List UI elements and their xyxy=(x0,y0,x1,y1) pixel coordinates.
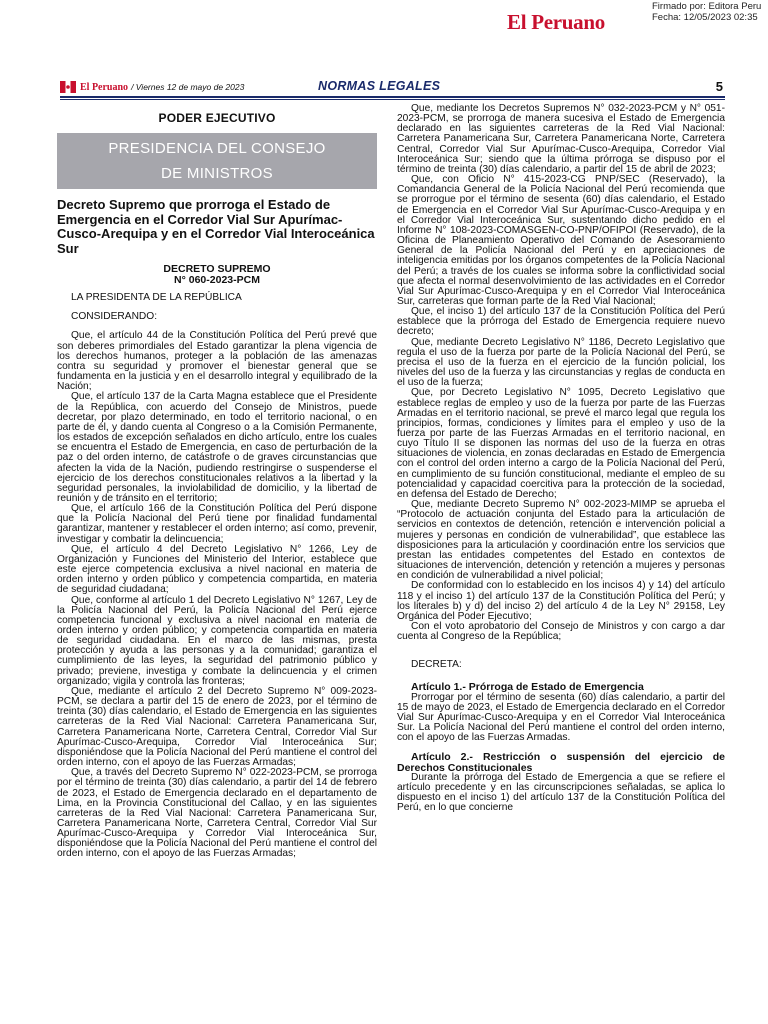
paragraph: Que, el inciso 1) del artículo 137 de la Constitución Política del Perú establece que la prórroga del Estado de Emergencia requiere nuevo decreto; xyxy=(397,306,725,338)
paragraph: Que, el artículo 166 de la Constitución Política del Perú dispone que la Policía Nacional del Perú tiene por finalidad fundamental garantizar, mantener y restablecer el orden interno; así como, prevenir, investigar y combatir la delincuencia; xyxy=(57,503,377,545)
paragraph: Que, mediante Decreto Legislativo N° 1186, Decreto Legislativo que regula el uso de la fuerza por parte de la Policía Nacional del Perú, se precisa el uso de la fuerza en el ejercicio de la función policial, los niveles del uso de la fuerza y las circunstancias y reglas de conducta en el uso de la fuerza; xyxy=(397,336,725,389)
article-1-text: Prorrogar por el término de sesenta (60) días calendario, a partir del 15 de mayo de 2023, el Estado de Emergencia declarado en el Corredor Vial Sur Apurímac-Cusco-Arequipa y en el Corredor Vial Interoceánica Sur. La Policía Nacional del Perú mantiene el control del orden interno, con el apoyo de las Fuerzas Armadas. xyxy=(397,691,725,744)
paragraph: Que, a través del Decreto Supremo N° 022-2023-PCM, se prorroga por el término de treinta (30) días calendario, a partir del 14 de febrero de 2023, el Estado de Emergencia declarado en el departamento de Lima, en la Provincia Constitucional del Callao, y en las siguientes carreteras de la Red Vial Nacional: Carretera Panamericana Sur, Carretera Panamericana Norte, Carretera Central, Corredor Vial Sur Apurímac-Cusco-Arequipa y Corredor Vial Interoceánica Sur, disponiéndose que la Policía Nacional del Perú mantiene el control del orden interno, con el apoyo de las Fuerzas Armadas; xyxy=(57,767,377,860)
paragraph: Que, mediante los Decretos Supremos N° 032-2023-PCM y N° 051-2023-PCM, se prorroga de manera sucesiva el Estado de Emergencia declarado en las siguientes carreteras de la Red Vial Nacional: Carretera Panamericana Sur, Carretera Panamericana Norte, Carretera Central, Corredor Vial Sur Apurímac-Cusco-Arequipa, Corredor Vial Interoceánica Sur; siendo que la última prórroga se dispuso por el término de treinta (30) días calendario, a partir del 15 de abril de 2023; xyxy=(397,103,725,175)
page-number: 5 xyxy=(715,79,723,94)
considerando-label: CONSIDERANDO: xyxy=(71,311,158,323)
decree-number-line-1: DECRETO SUPREMO xyxy=(163,263,271,276)
el-peruano-emblem-icon xyxy=(60,81,76,93)
right-column xyxy=(397,104,725,813)
poder-ejecutivo-heading: PODER EJECUTIVO xyxy=(158,111,276,125)
decree-title: Decreto Supremo que prorroga el Estado de Emergencia en el Corredor Vial Sur Apurímac-Cusco-Arequipa y en el Corredor Vial Interoceánica Sur xyxy=(57,197,375,256)
header-section-title: NORMAS LEGALES xyxy=(318,79,441,93)
paragraph: De conformidad con lo establecido en los incisos 4) y 14) del artículo 118 y el inciso 1) del artículo 137 de la Constitución Política del Perú; y los literales b) y d) del inciso 2) del artículo 4 de la Ley N° 29158, Ley Orgánica del Poder Ejecutivo; xyxy=(397,580,725,622)
header-divider xyxy=(60,96,725,98)
header-brand xyxy=(60,81,244,93)
paragraph: Que, el artículo 44 de la Constitución Política del Perú prevé que son deberes primordiales del Estado garantizar la plena vigencia de los derechos humanos, proteger a la población de las amenazas contra su seguridad y promover el bienestar general que se fundamenta en la justicia y en el desarrollo integral y equilibrado de la Nación; xyxy=(57,330,377,393)
page-header xyxy=(60,78,725,98)
header-divider-thin xyxy=(60,99,725,100)
decree-number xyxy=(57,264,377,286)
paragraph: Que, por Decreto Legislativo N° 1095, Decreto Legislativo que establece reglas de empleo y uso de la fuerza por parte de las Fuerzas Armadas en el territorio nacional, se prevé el marco legal que regula los principios, formas, condiciones y límites para el empleo y uso de la fuerza por parte de las Fuerzas Armadas en el territorio nacional, en cuyo Título II se disponen las normas del uso de la fuerza en otras situaciones de violencia, en zonas declaradas en Estado de Emergencia con el control del orden interno a cargo de la Policía Nacional del Perú, en cumplimiento de su función constitucional, mediante el empleo de su potencialidad y capacidad coercitiva para la protección de la sociedad, en defensa del Estado de Derecho; xyxy=(397,387,725,500)
article-2-text: Durante la prórroga del Estado de Emergencia a que se refiere el artículo precedente y en las circunscripciones señaladas, se aplica lo dispuesto en el inciso 1) del artículo 137 de la Constitución Política del Perú, en lo que concierne xyxy=(397,771,725,814)
decree-number-line-2: N° 060-2023-PCM xyxy=(174,274,260,287)
digital-signature-text: Firmado por: Editora Peru Fecha: 12/05/2023 02:35 xyxy=(652,1,762,23)
presidencia-line-1: PRESIDENCIA DEL CONSEJO xyxy=(108,140,326,158)
paragraph: Que, el artículo 137 de la Carta Magna establece que el Presidente de la República, con acuerdo del Consejo de Ministros, puede decretar, por plazo determinado, en todo el territorio nacional, o en parte de él, y dando cuenta al Congreso o a la Comisión Permanente, los estados de excepción señalados en dicho artículo, entre los cuales se encuentra el Estado de Emergencia, en caso de perturbación de la paz o del orden interno, de catástrofe o de graves circunstancias que afecten la vida de la Nación, pudiendo restringirse o suspenderse el ejercicio de los derechos constitucionales relativos a la libertad y la seguridad personales, la inviolabilidad de domicilio, y la libertad de reunión y de tránsito en el territorio; xyxy=(57,391,377,504)
header-brand-name: El Peruano xyxy=(80,81,129,93)
presidencia-line-2: DE MINISTROS xyxy=(161,165,273,183)
paragraph: Con el voto aprobatorio del Consejo de Ministros y con cargo a dar cuenta al Congreso de la República; xyxy=(397,620,725,643)
presidenta-label: LA PRESIDENTA DE LA REPÚBLICA xyxy=(71,292,242,304)
left-column xyxy=(57,105,377,860)
paragraph: Que, mediante Decreto Supremo N° 002-2023-MIMP se aprueba el “Protocolo de actuación conjunta del Estado para la articulación de servicios en contextos de detención, retención e intervención policial a mujeres y personas en condición de vulnerabilidad”, que establece las disposiciones para la articulación y coordinación entre los servicios que prestan las entidades competentes del Estado en contextos de situaciones de intervención, detención y retención a mujeres y personas en condición de vulnerabilidad a nivel policial; xyxy=(397,499,725,582)
header-date: / Viernes 12 de mayo de 2023 xyxy=(131,82,245,92)
decreta-label: DECRETA: xyxy=(411,659,462,671)
article-2-title: Artículo 2.- Restricción o suspensión del ejercicio de Derechos Constitucionales xyxy=(397,751,725,774)
presidencia-section-box xyxy=(57,133,377,189)
paragraph: Que, con Oficio N° 415-2023-CG PNP/SEC (Reservado), la Comandancia General de la Policía Nacional del Perú recomienda que se prorrogue por el término de sesenta (60) días calendario, el Estado de Emergencia en el Corredor Vial Sur Apurímac-Cusco-Arequipa y en el Corredor Vial Interoceánica Sur, sustentando dicho pedido en el Informe N° 108-2023-COMASGEN-CO-PNP/OFIPOI (Reservado), de la Oficina de Planeamiento Operativo del Comando de Asesoramiento General de la Policía Nacional del Perú y en apreciaciones de inteligencia emitidas por los órganos competentes de la Policía Nacional del Perú; a través de los cuales se informa sobre la conflictividad social que afecta el normal desenvolvimiento de las actividades en el Corredor Vial Sur Apurímac-Cusco-Arequipa y en el Corredor Vial Interoceánica Sur, carreteras que forman parte de la Red Vial Nacional; xyxy=(397,174,725,307)
editora-peru-signature-logo: El Peruano xyxy=(507,10,605,34)
paragraph: Que, conforme al artículo 1 del Decreto Legislativo N° 1267, Ley de la Policía Nacional del Perú, la Policía Nacional del Perú ejerce competencia funcional y exclusiva a nivel nacional en materia de orden interno y orden público; y competencia compartida en materia de seguridad ciudadana. En el marco de las mismas, presta protección y ayuda a las personas y a la comunidad; garantiza el cumplimiento de las leyes, la seguridad del patrimonio público y privado; previene, investiga y combate la delincuencia y el crimen organizado; vigila y controla las fronteras; xyxy=(57,594,377,687)
paragraph: Que, el artículo 4 del Decreto Legislativo N° 1266, Ley de Organización y Funciones del Ministerio del Interior, establece que este ejerce competencia exclusiva a nivel nacional en materia de orden interno y orden público y competencia compartida, en materia de seguridad ciudadana; xyxy=(57,543,377,596)
article-1-title: Artículo 1.- Prórroga de Estado de Emergencia xyxy=(411,681,644,694)
paragraph: Que, mediante el artículo 2 del Decreto Supremo N° 009-2023-PCM, se declara a partir del 15 de enero de 2023, por el término de treinta (30) días calendario, el Estado de Emergencia en las siguientes carreteras de la Red Vial Nacional: Carretera Panamericana Sur, Carretera Panamericana Norte, Carretera Central, Corredor Vial Sur Apurímac-Cusco-Arequipa, Corredor Vial Interoceánica Sur; disponiéndose que la Policía Nacional del Perú mantiene el control del orden interno, con el apoyo de las Fuerzas Armadas; xyxy=(57,685,377,769)
